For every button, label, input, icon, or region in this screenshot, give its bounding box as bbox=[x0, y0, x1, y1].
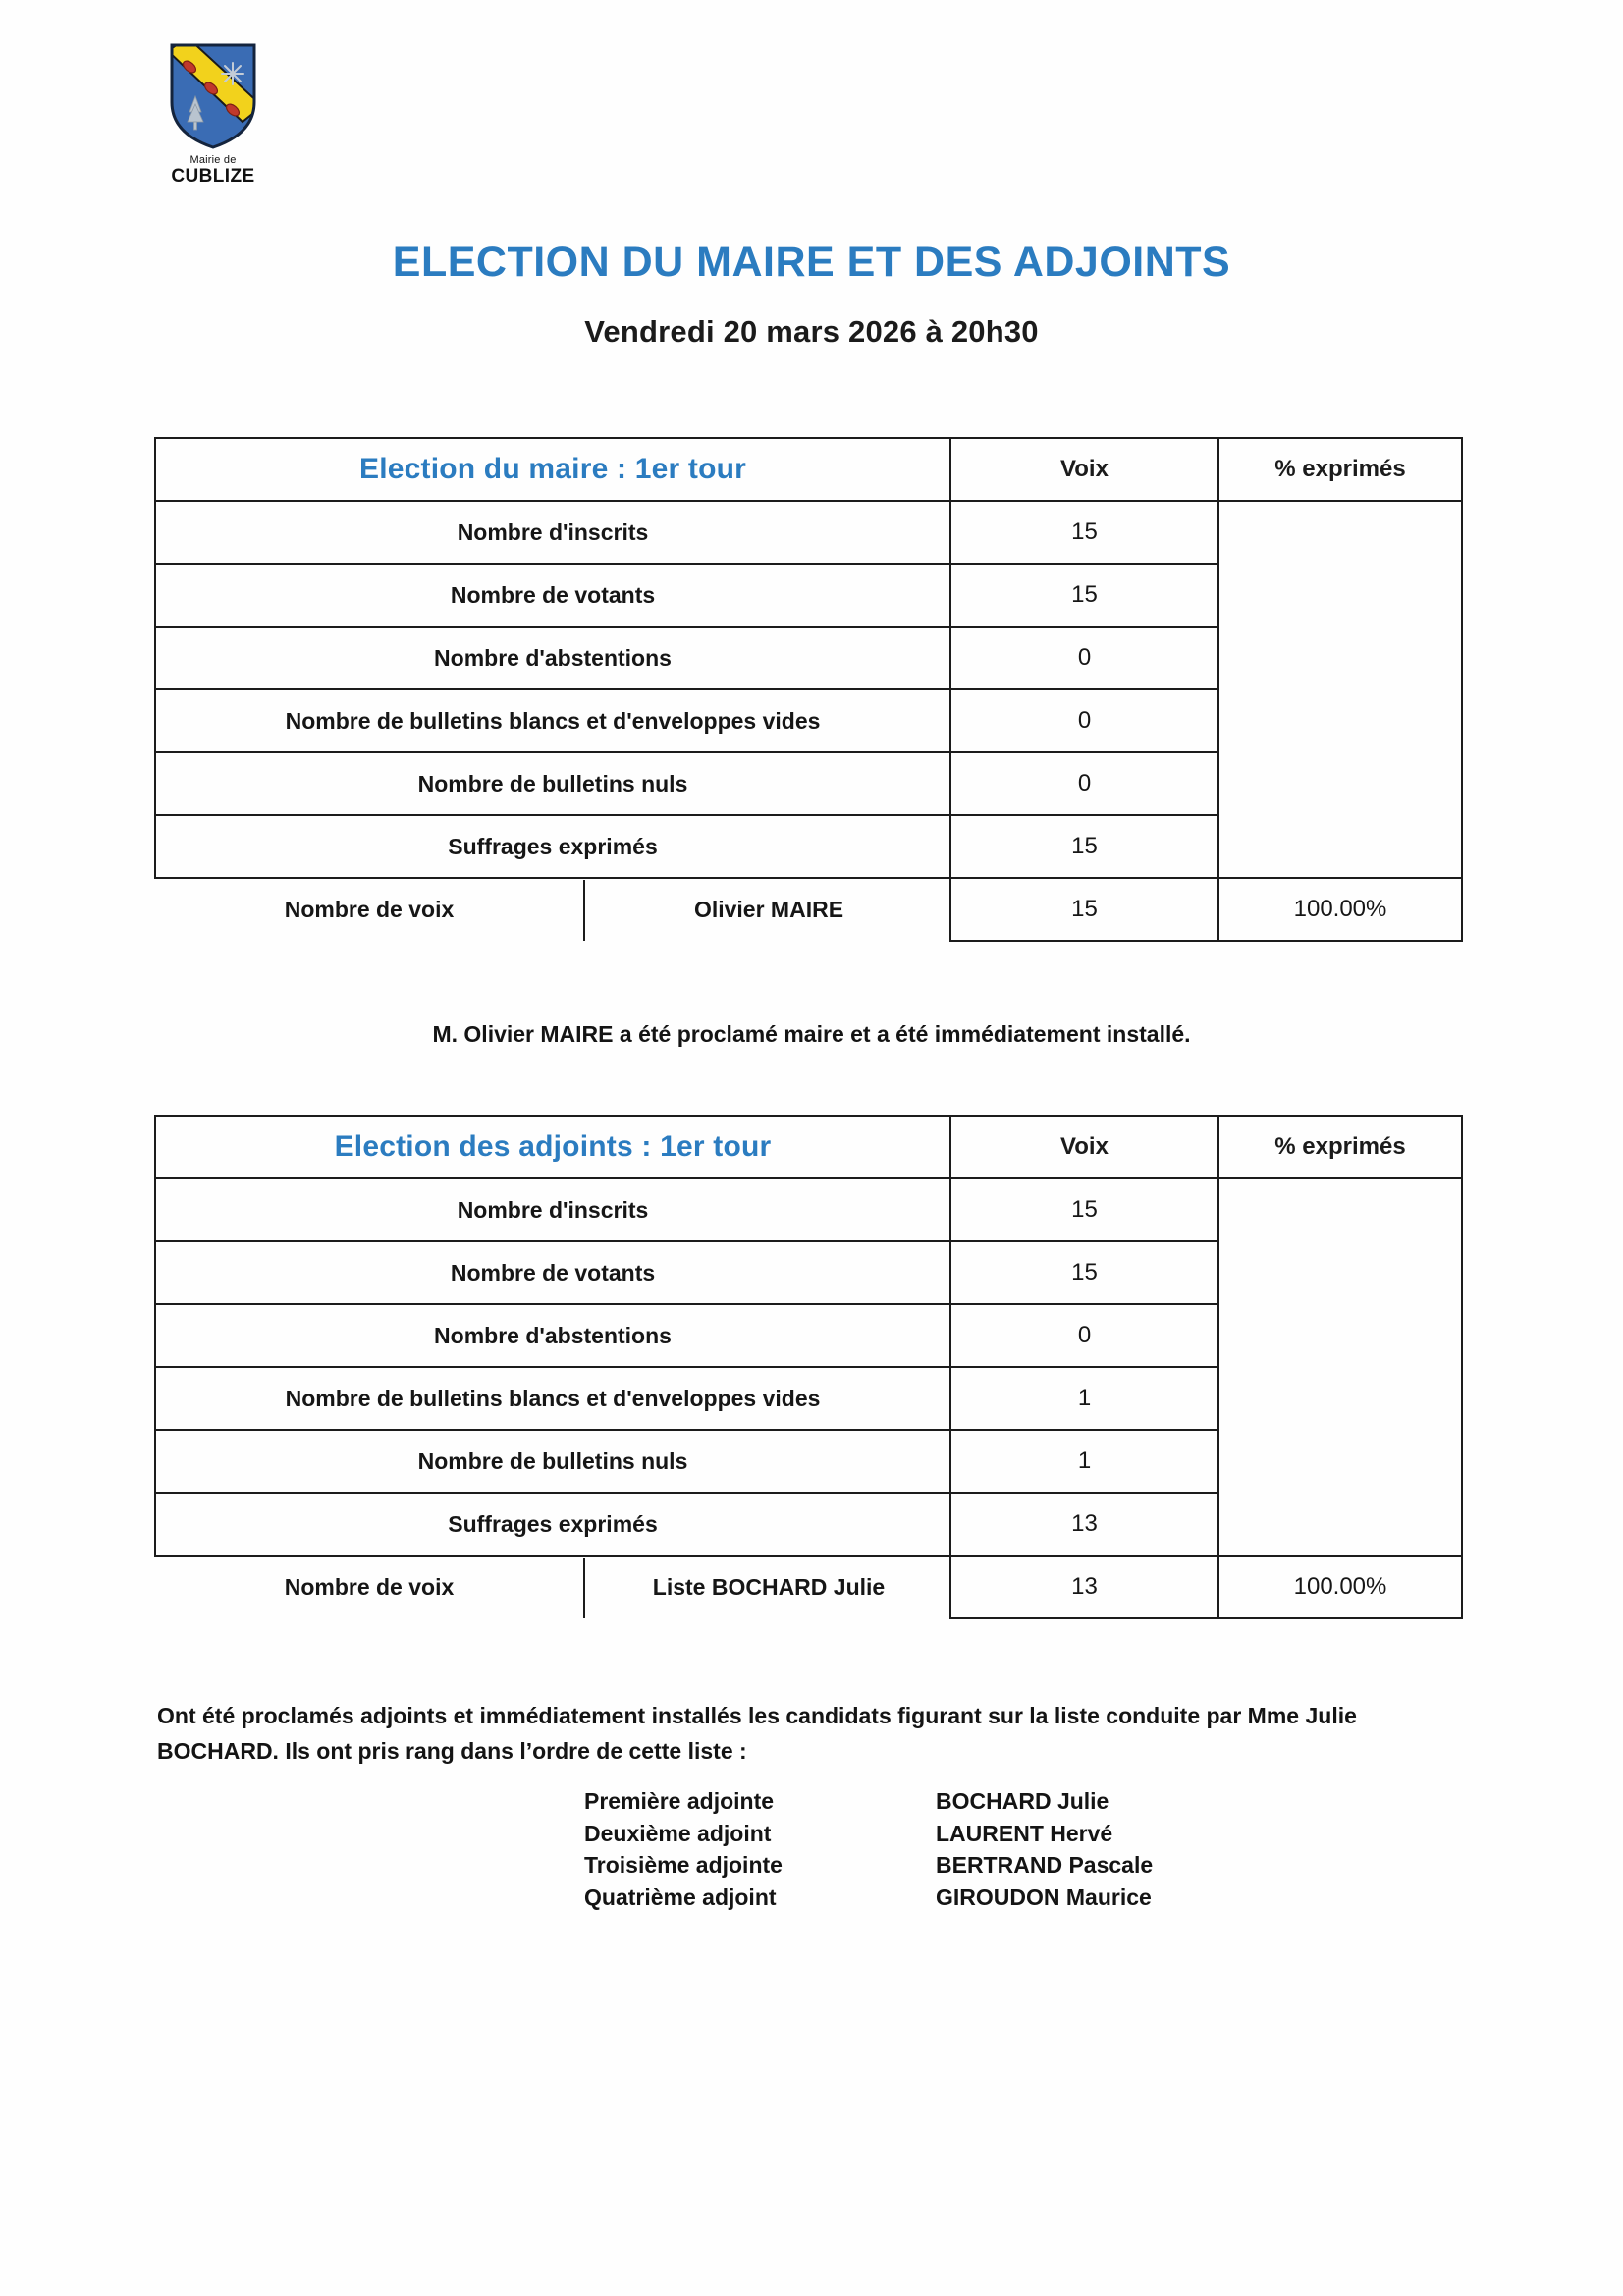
list-item bbox=[584, 1882, 1309, 1914]
row-label: Nombre d'inscrits bbox=[155, 501, 950, 564]
adjoint-person: BERTRAND Pascale bbox=[936, 1852, 1154, 1879]
result-pct: 100.00% bbox=[1218, 878, 1462, 941]
table-election-adjoints bbox=[154, 1115, 1463, 1619]
row-label: Nombre d'abstentions bbox=[155, 1304, 950, 1367]
row-label: Nombre de bulletins nuls bbox=[155, 752, 950, 815]
row-voix: 1 bbox=[950, 1367, 1218, 1430]
table-header-row bbox=[155, 438, 1462, 501]
page-subtitle: Vendredi 20 mars 2026 à 20h30 bbox=[584, 314, 1039, 349]
table-header-row bbox=[155, 1116, 1462, 1178]
row-label: Nombre de bulletins nuls bbox=[155, 1430, 950, 1493]
column-header-pct: % exprimés bbox=[1218, 1116, 1462, 1178]
adjoint-rank: Troisième adjointe bbox=[584, 1852, 783, 1879]
list-item bbox=[584, 1818, 1309, 1850]
table-row bbox=[155, 1178, 1462, 1241]
row-label: Suffrages exprimés bbox=[155, 815, 950, 878]
result-candidate: Olivier MAIRE bbox=[693, 897, 844, 922]
result-voix: 13 bbox=[950, 1556, 1218, 1618]
table-title-maire: Election du maire : 1er tour bbox=[155, 438, 950, 501]
row-label: Nombre d'abstentions bbox=[155, 627, 950, 689]
table-result-row bbox=[155, 1556, 1462, 1618]
result-pct: 100.00% bbox=[1218, 1556, 1462, 1618]
pct-merged-cell bbox=[1218, 501, 1462, 878]
row-label: Nombre de votants bbox=[155, 1241, 950, 1304]
row-voix: 13 bbox=[950, 1493, 1218, 1556]
pct-merged-cell bbox=[1218, 1178, 1462, 1556]
row-voix: 0 bbox=[950, 627, 1218, 689]
page-title: ELECTION DU MAIRE ET DES ADJOINTS bbox=[392, 239, 1231, 286]
adjoint-rank: Deuxième adjoint bbox=[584, 1820, 772, 1846]
list-item bbox=[584, 1785, 1309, 1818]
row-label: Nombre de bulletins blancs et d'enveloppes vides bbox=[155, 1367, 950, 1430]
logo-subtitle: Mairie de bbox=[189, 154, 237, 166]
row-voix: 1 bbox=[950, 1430, 1218, 1493]
table-result-row bbox=[155, 878, 1462, 941]
table-row bbox=[155, 501, 1462, 564]
coat-of-arms-icon bbox=[166, 41, 260, 151]
table-title-adjoints: Election des adjoints : 1er tour bbox=[155, 1116, 950, 1178]
row-label: Nombre d'inscrits bbox=[155, 1178, 950, 1241]
proclamation-maire-text: M. Olivier MAIRE a été proclamé maire et a été immédiatement installé. bbox=[432, 1021, 1191, 1047]
row-voix: 15 bbox=[950, 1178, 1218, 1241]
row-voix: 15 bbox=[950, 815, 1218, 878]
result-label: Nombre de voix bbox=[155, 880, 584, 941]
adjoints-list bbox=[584, 1785, 1309, 1914]
row-voix: 15 bbox=[950, 564, 1218, 627]
row-voix: 15 bbox=[950, 1241, 1218, 1304]
column-header-pct: % exprimés bbox=[1218, 438, 1462, 501]
adjoint-person: LAURENT Hervé bbox=[936, 1820, 1113, 1846]
adjoint-rank: Quatrième adjoint bbox=[584, 1884, 777, 1910]
commune-logo bbox=[149, 41, 277, 188]
row-voix: 0 bbox=[950, 689, 1218, 752]
row-voix: 0 bbox=[950, 1304, 1218, 1367]
list-item bbox=[584, 1849, 1309, 1882]
row-label: Nombre de votants bbox=[155, 564, 950, 627]
table-election-maire bbox=[154, 437, 1463, 942]
result-candidate: Liste BOCHARD Julie bbox=[652, 1574, 886, 1600]
result-voix: 15 bbox=[950, 878, 1218, 941]
row-voix: 15 bbox=[950, 501, 1218, 564]
result-label: Nombre de voix bbox=[155, 1558, 584, 1618]
row-label: Nombre de bulletins blancs et d'enveloppes vides bbox=[155, 689, 950, 752]
logo-commune-name: CUBLIZE bbox=[171, 166, 255, 187]
proclamation-adjoints-text: Ont été proclamés adjoints et immédiatement installés les candidats figurant sur la liste conduite par Mme Julie BOCHARD. Ils ont pris rang dans l’ordre de cette liste : bbox=[157, 1703, 1357, 1764]
adjoint-person: BOCHARD Julie bbox=[936, 1788, 1109, 1814]
row-voix: 0 bbox=[950, 752, 1218, 815]
column-header-voix: Voix bbox=[950, 438, 1218, 501]
adjoint-rank: Première adjointe bbox=[584, 1788, 775, 1814]
row-label: Suffrages exprimés bbox=[155, 1493, 950, 1556]
column-header-voix: Voix bbox=[950, 1116, 1218, 1178]
adjoint-person: GIROUDON Maurice bbox=[936, 1884, 1152, 1910]
